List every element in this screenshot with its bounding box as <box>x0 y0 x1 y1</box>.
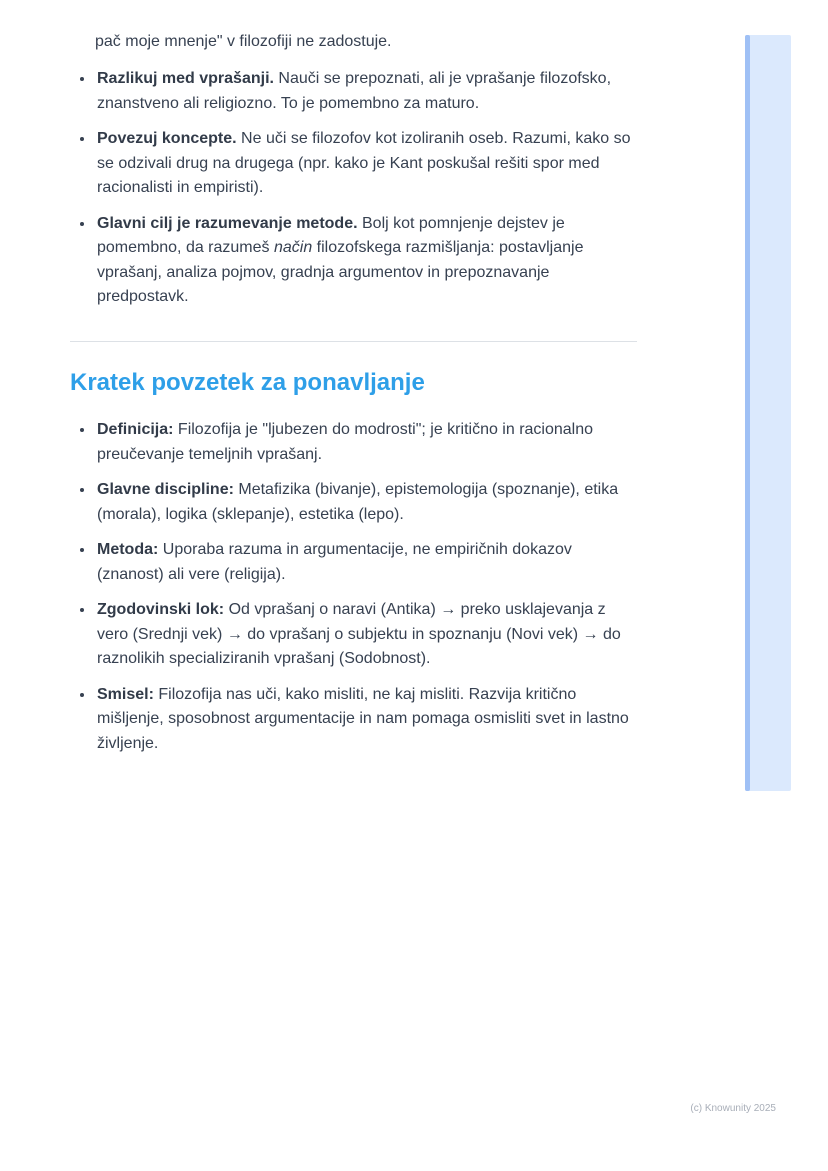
list-item-text: Ne uči se filozofov kot izoliranih oseb. Razumi, kako so se odzivali drug na drugega (npr. kako je Kant poskušal rešiti spor med racionalisti in empiristi). <box>97 130 631 197</box>
list-item <box>95 212 637 310</box>
list-item-emphasis: način <box>273 239 313 257</box>
list-item <box>95 67 637 116</box>
list-item-lead: Definicija: <box>97 421 174 439</box>
list-item-text: Filozofija nas uči, kako misliti, ne kaj misliti. Razvija kritično mišljenje, sposobnost argumentacije in nam pomaga osmisliti svet in lastno življenje. <box>97 685 629 752</box>
list-item-lead: Smisel: <box>97 685 154 703</box>
list-item <box>95 683 637 756</box>
list-item <box>95 538 637 587</box>
list-item <box>95 478 637 527</box>
list-item-lead: Glavni cilj je razumevanje metode. <box>97 214 358 232</box>
list-item <box>95 127 637 200</box>
summary-list <box>70 418 637 756</box>
list-item <box>95 418 637 467</box>
list-item-lead: Zgodovinski lok: <box>97 601 225 619</box>
list-item-text: Bolj kot pomnjenje dejstev je pomembno, da razumeš <box>97 214 565 257</box>
list-item-text: Nauči se prepoznati, ali je vprašanje filozofsko, znanstveno ali religiozno. To je pomembno za maturo. <box>97 70 612 112</box>
list-item-lead: Povezuj koncepte. <box>97 130 237 148</box>
list-item-text: Uporaba razuma in argumentacije, ne empiričnih dokazov (znanost) ali vere (religija). <box>97 541 572 583</box>
content-area <box>70 30 637 767</box>
copyright-footer: (c) Knowunity 2025 <box>690 1103 776 1114</box>
list-item-text: filozofskega razmišljanja: postavljanje vprašanj, analiza pojmov, gradnja argumentov in prepoznavanje predpostavk. <box>97 239 584 306</box>
list-item-text: Od vprašanj o naravi (Antika) → preko usklajevanja z vero (Srednji vek) → do vprašanj o subjektu in spoznanju (Novi vek) → do raznolikih specializiranih vprašanj (Sodobnost). <box>97 601 621 668</box>
list-item-text: Filozofija je "ljubezen do modrosti"; je kritično in racionalno preučevanje temeljnih vprašanj. <box>97 421 594 463</box>
section-divider <box>70 341 637 342</box>
summary-section-heading: Kratek povzetek za ponavljanje <box>70 368 425 396</box>
carryover-line: pač moje mnenje" v filozofiji ne zadostuje. <box>95 33 392 50</box>
scrollbar-track <box>745 35 791 791</box>
list-item-lead: Metoda: <box>97 541 159 559</box>
list-item-lead: Glavne discipline: <box>97 481 234 499</box>
study-tips-list <box>70 67 637 309</box>
list-item <box>95 598 637 671</box>
list-item-text: Metafizika (bivanje), epistemologija (spoznanje), etika (morala), logika (sklepanje), estetika (lepo). <box>97 481 619 523</box>
scrollbar-thumb[interactable] <box>745 35 750 791</box>
list-item-lead: Razlikuj med vprašanji. <box>97 70 274 88</box>
